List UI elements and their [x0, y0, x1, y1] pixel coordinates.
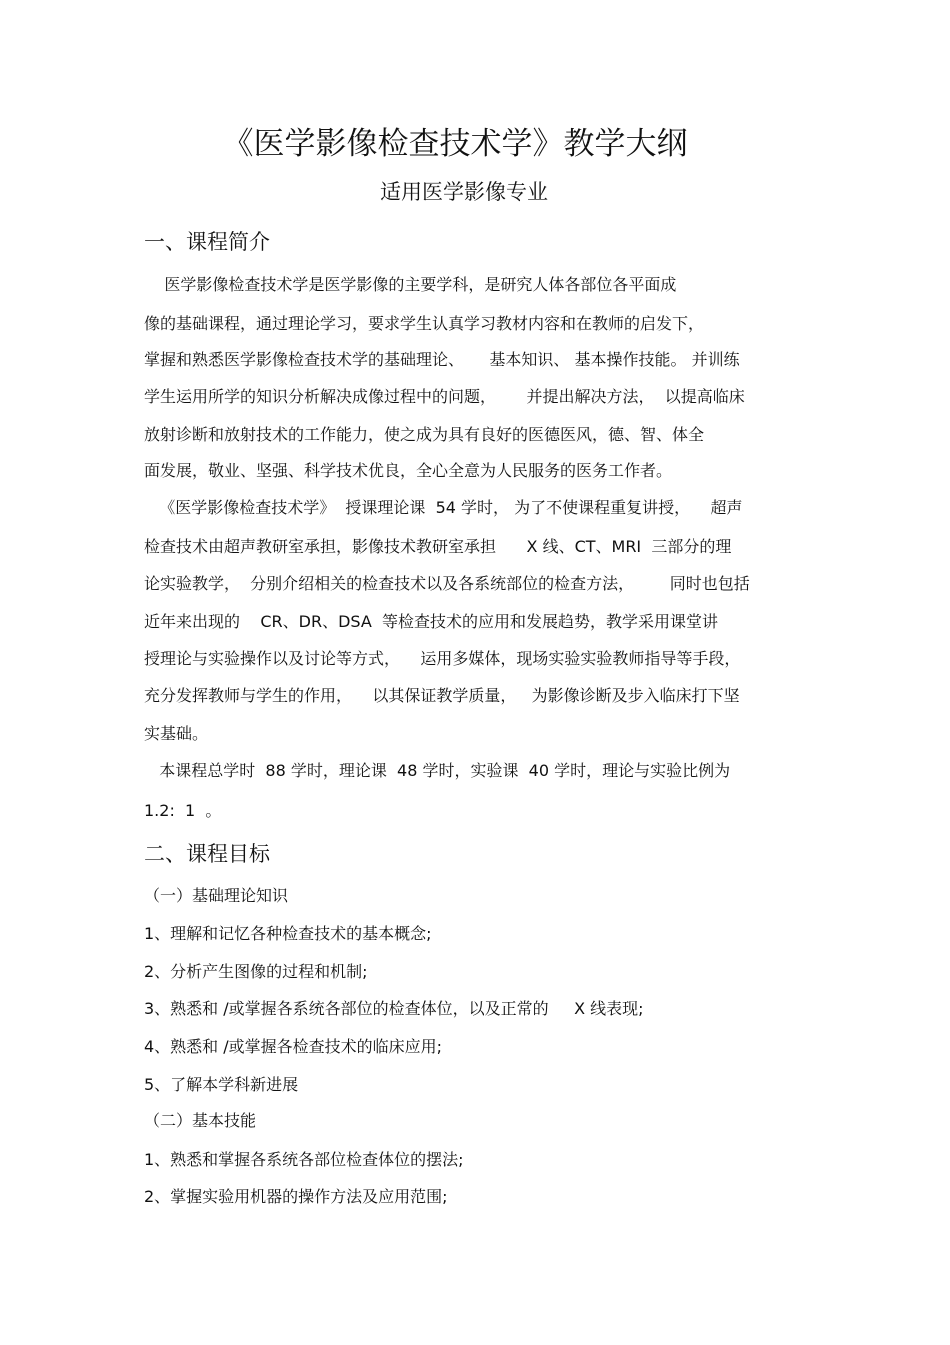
list-item: 1、熟悉和掌握各系统各部位检查体位的摆法; — [144, 1150, 464, 1169]
subsection-heading-skills: （二）基本技能 — [144, 1111, 257, 1130]
document-title: 《医学影像检查技术学》教学大纲 — [222, 126, 688, 162]
intro-line: 医学影像检查技术学是医学影像的主要学科，是研究人体各部位各平面成 — [144, 275, 677, 294]
intro-line: 授理论与实验操作以及讨论等方式， 运用多媒体，现场实验实验教师指导等手段， — [144, 649, 741, 668]
list-item: 2、分析产生图像的过程和机制; — [144, 962, 368, 981]
list-item: 5、了解本学科新进展 — [144, 1075, 299, 1094]
intro-line: 面发展，敬业、坚强、科学技术优良，全心全意为人民服务的医务工作者。 — [144, 461, 673, 480]
intro-line: 检查技术由超声教研室承担，影像技术教研室承担 X 线、CT、MRI 三部分的理 — [144, 537, 732, 556]
intro-line: 近年来出现的 CR、DR、DSA 等检查技术的应用和发展趋势，教学采用课堂讲 — [144, 612, 718, 631]
intro-line: 论实验教学， 分别介绍相关的检查技术以及各系统部位的检查方法， 同时也包括 — [144, 574, 750, 593]
document-subtitle: 适用医学影像专业 — [380, 180, 548, 204]
intro-line: 《医学影像检查技术学》 授课理论课 54 学时， 为了不使课程重复讲授， 超声 — [144, 498, 743, 517]
intro-line: 放射诊断和放射技术的工作能力，使之成为具有良好的医德医风，德、智、体全 — [144, 425, 705, 444]
intro-line: 掌握和熟悉医学影像检查技术学的基础理论、 基本知识、 基本操作技能。 并训练 — [144, 350, 740, 369]
list-item: 1、理解和记忆各种检查技术的基本概念; — [144, 924, 432, 943]
intro-line: 像的基础课程，通过理论学习，要求学生认真学习教材内容和在教师的启发下， — [144, 314, 705, 333]
list-item: 4、熟悉和 /或掌握各检查技术的临床应用; — [144, 1037, 443, 1056]
intro-line: 本课程总学时 88 学时，理论课 48 学时，实验课 40 学时，理论与实验比例为 — [144, 761, 731, 780]
intro-line: 实基础。 — [144, 724, 209, 743]
intro-line: 充分发挥教师与学生的作用， 以其保证教学质量， 为影像诊断及步入临床打下坚 — [144, 686, 740, 705]
list-item: 3、熟悉和 /或掌握各系统各部位的检查体位，以及正常的 X 线表现; — [144, 999, 644, 1018]
intro-line: 1.2: 1 。 — [144, 801, 222, 820]
subsection-heading-theory: （一）基础理论知识 — [144, 886, 289, 905]
list-item: 2、掌握实验用机器的操作方法及应用范围; — [144, 1187, 448, 1206]
intro-line: 学生运用所学的知识分析解决成像过程中的问题， 并提出解决方法， 以提高临床 — [144, 387, 745, 406]
section-heading-intro: 一、课程简介 — [144, 230, 270, 254]
section-heading-goals: 二、课程目标 — [144, 842, 270, 866]
